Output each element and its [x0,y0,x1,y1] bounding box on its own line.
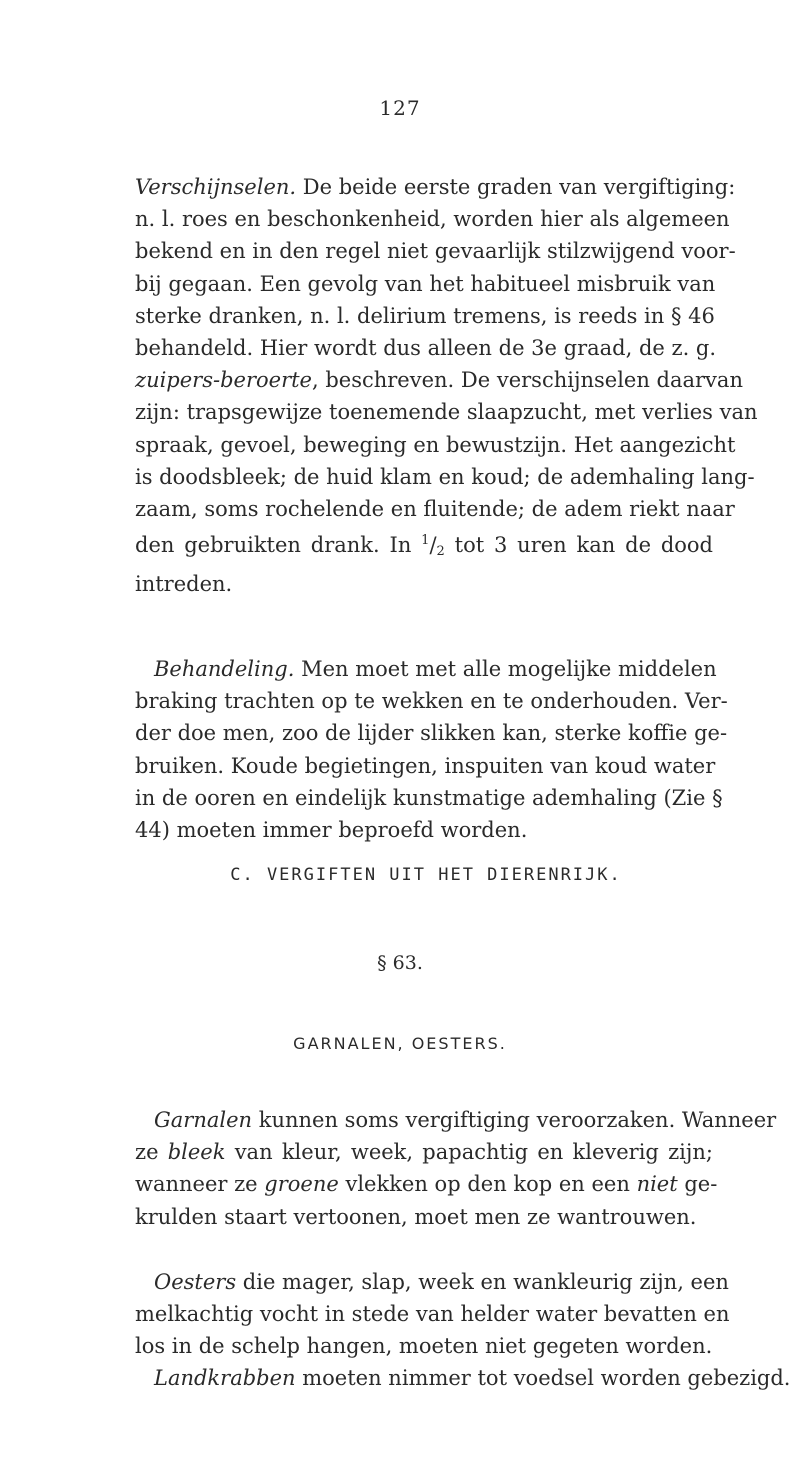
text-line: den gebruikten drank. In $^1/_2$ tot 3 uren kan de dood [135,533,713,560]
text-line: los in de schelp hangen, moeten niet gegeten worden. [135,1334,713,1359]
paragraph-number: § 63. [377,952,423,974]
paragraph-lead: Verschijnselen. [135,175,297,199]
text-line: in de ooren en eindelijk kunstmatige ademhaling (Zie § [135,785,723,810]
text-line: Garnalen kunnen soms vergiftiging veroorzaken. Wanneer [154,1108,777,1132]
text-line: Landkrabben moeten nimmer tot voedsel worden gebezigd. [154,1366,791,1390]
text-line: der doe men, zoo de lijder slikken kan, sterke koffie ge- [135,721,728,746]
text-line: bekend en in den regel niet gevaarlijk stilzwijgend voor- [135,239,736,264]
paragraph-shrimp [135,1104,777,1233]
sub-heading: GARNALEN, OESTERS. [293,1034,507,1053]
paragraph-land-crabs [135,1362,791,1394]
text-line: is doodsbleek; de huid klam en koud; de ademhaling lang- [135,464,755,489]
italic-term: groene [264,1172,339,1197]
text-line: zaam, soms rochelende en fluitende; de adem riekt naar [135,497,735,522]
text-line: spraak, gevoel, beweging en bewustzijn. Het aangezicht [135,432,736,457]
text-line: braking trachten op te wekken en te onderhouden. Ver- [135,689,728,714]
text-line: n. l. roes en beschonkenheid, worden hier als algemeen [135,207,730,232]
text-line: Behandeling. Men moet met alle mogelijke middelen [154,657,717,681]
text-line: bruiken. Koude begietingen, inspuiten van koud water [135,753,716,778]
fraction-denominator: 2 [436,544,445,560]
text-line: zijn: trapsgewijze toenemende slaapzucht, met verlies van [135,400,758,425]
text-line: behandeld. Hier wordt dus alleen de 3e graad, de z. g. [135,336,717,361]
paragraph-lead: Garnalen [154,1108,253,1132]
page-number: 127 [379,96,421,120]
italic-term: niet [636,1172,678,1197]
text-line: Verschijnselen. De beide eerste graden van vergiftiging: [135,175,736,199]
section-heading: C. VERGIFTEN UIT HET DIERENRIJK. [230,865,622,885]
fraction-numerator: 1 [421,533,430,549]
text-line: 44) moeten immer beproefd worden. [135,818,528,843]
text-line: krulden staart vertoonen, moet men ze wantrouwen. [135,1204,697,1229]
paragraph-oysters [135,1266,730,1363]
paragraph-lead: Oesters [154,1270,237,1294]
text-line: wanneer ze groene vlekken op den kop en een niet ge- [135,1172,718,1197]
text-line: intreden. [135,572,233,597]
text-line: sterke dranken, n. l. delirium tremens, is reeds in § 46 [135,303,715,328]
paragraph-lead: Behandeling. [154,657,295,681]
italic-term: zuipers-beroerte [135,368,312,393]
paragraph-treatment [135,653,728,846]
text-line: melkachtig vocht in stede van helder water bevatten en [135,1302,730,1327]
text-line: zuipers-beroerte, beschreven. De verschijnselen daarvan [135,368,743,393]
text-line: Oesters die mager, slap, week en wankleurig zijn, een [154,1270,729,1294]
text-line: ze bleek van kleur, week, papachtig en kleverig zijn; [135,1140,713,1165]
paragraph-lead: Landkrabben [154,1366,296,1390]
paragraph-symptoms [135,171,758,601]
italic-term: bleek [167,1140,226,1165]
text-line: bij gegaan. Een gevolg van het habitueel misbruik van [135,271,716,296]
